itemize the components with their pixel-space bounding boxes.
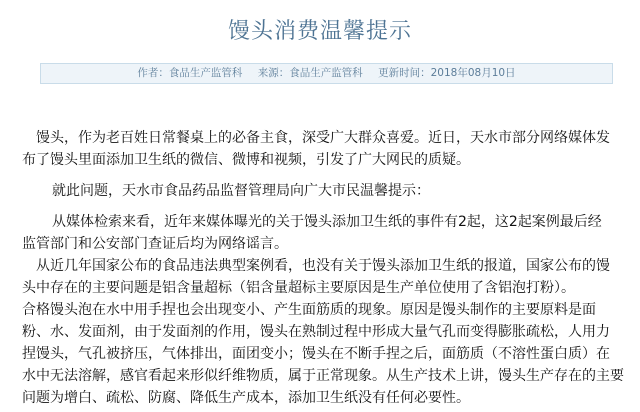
article-title: 馒头消费温馨提示 [227,19,412,44]
body-line: 问题为增白、疏松、防腐、降低生产成本，添加卫生纸没有任何必要性。 [22,390,470,406]
author: 作者：食品生产监管科 [137,67,243,79]
body-line: 监管部门和公安部门查证后均为网络谣言。 [22,236,288,252]
body-line: 粉、水、发面剂，由于发面剂的作用，馒头在熟制过程中形成大量气孔而变得膨胀疏松，人用力 [22,324,610,340]
body-line: 馒头，作为老百姓日常餐桌上的必备主食，深受广大群众喜爱。近日，天水市部分网络媒体发 [36,130,610,146]
body-line: 合格馒头泡在水中用手捏也会出现变小、产生面筋质的现象。原因是馒头制作的主要原料是面 [22,302,596,318]
body-line: 头中存在的主要问题是铝含量超标（铝含量超标主要原因是生产单位使用了含铝泡打粉）。 [22,280,575,296]
body-line: 水中无法溶解，感官看起来形似纤维物质，属于正常现象。从生产技术上讲，馒头生产存在的主要 [22,368,624,384]
source: 来源：食品生产监管科 [257,67,363,79]
body-line: 就此问题，天水市食品药品监督管理局向广大市民温馨提示： [52,183,430,199]
update-time: 更新时间：2018年08月10日 [378,67,516,79]
body-line: 布了馒头里面添加卫生纸的微信、微博和视频，引发了广大网民的质疑。 [22,152,470,168]
body-line: 从媒体检索来看，近年来媒体曝光的关于馒头添加卫生纸的事件有2起，这2起案例最后经 [52,214,602,230]
body-line: 捏馒头，气孔被挤压，气体排出，面团变小；馒头在不断手捏之后，面筋质（不溶性蛋白质）在 [22,346,610,362]
article-meta-bar [40,63,613,84]
body-line: 从近几年国家公布的食品违法典型案例看，也没有关于馒头添加卫生纸的报道，国家公布的馒 [36,258,610,274]
